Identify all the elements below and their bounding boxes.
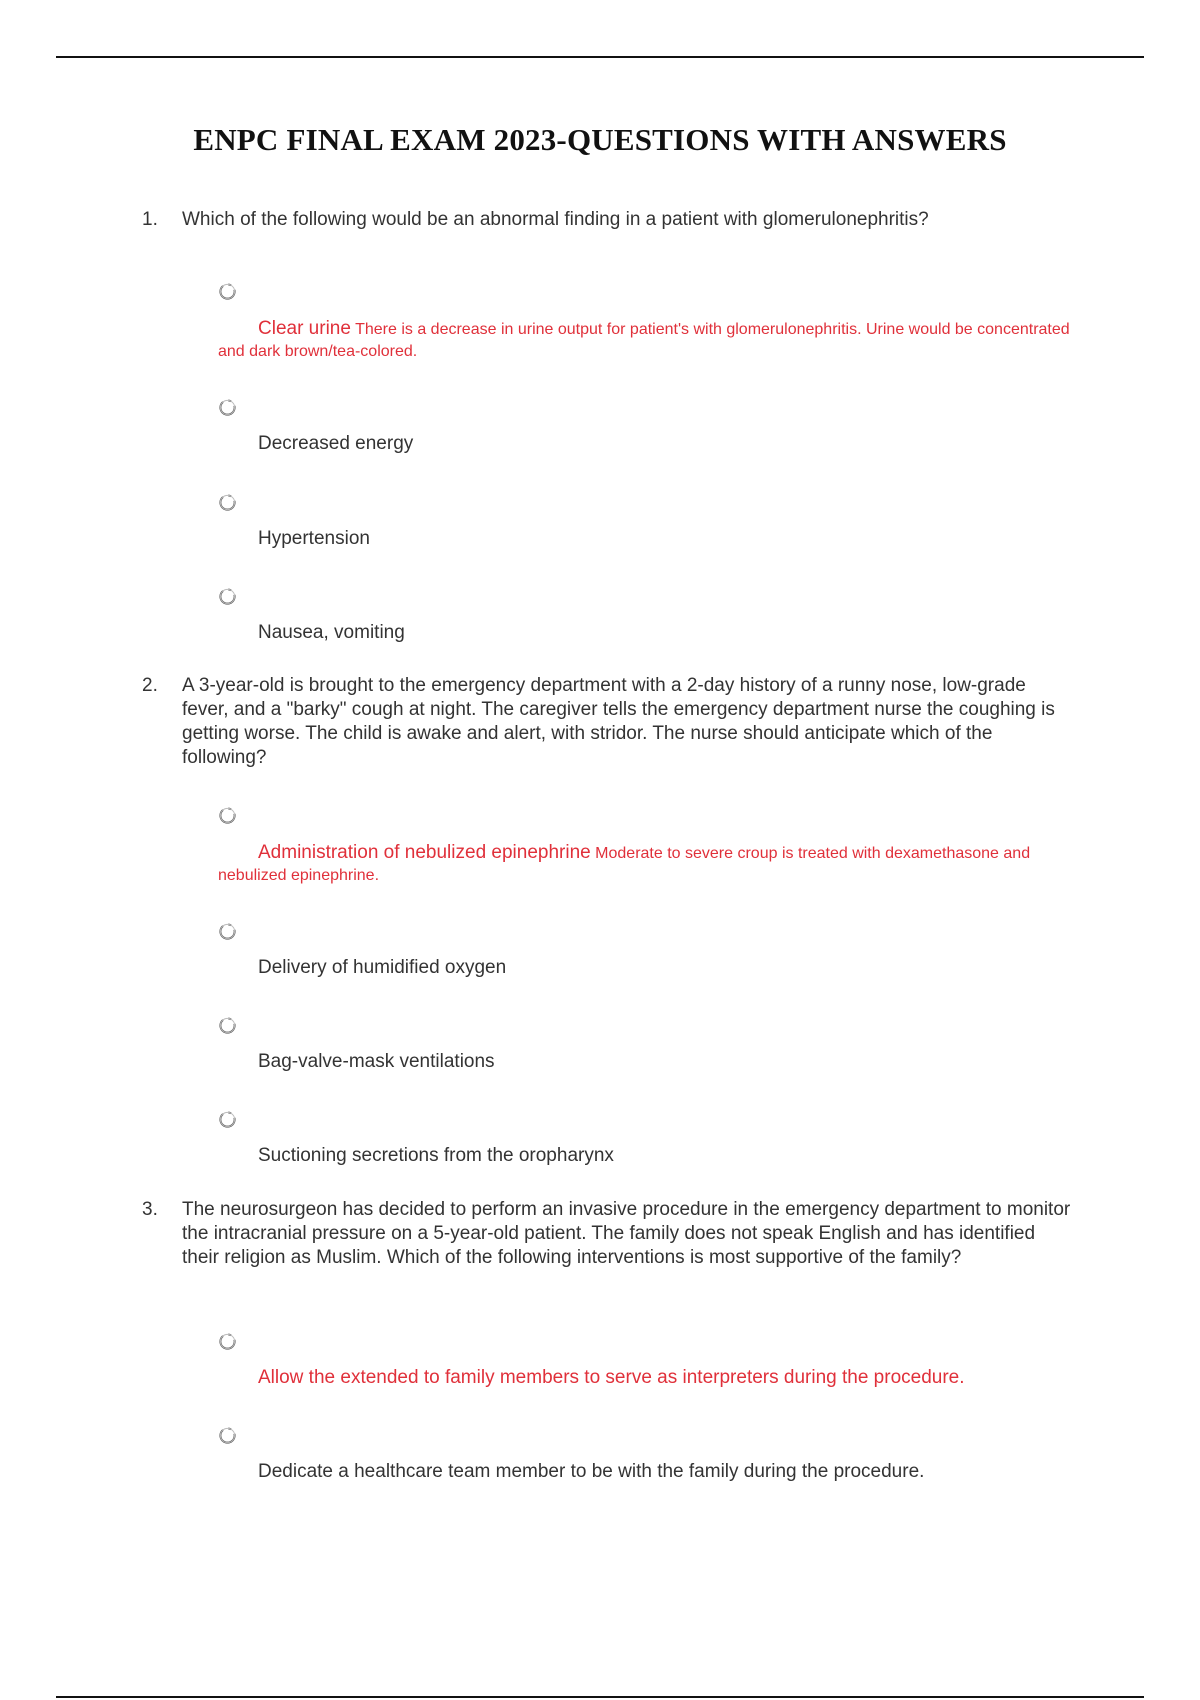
answer-with-rationale: [218, 842, 1078, 887]
option[interactable]: [218, 587, 1078, 643]
option[interactable]: [218, 493, 1078, 549]
question-number: 1.: [142, 209, 158, 230]
option[interactable]: [218, 398, 1078, 454]
question-number: 2.: [142, 675, 158, 696]
option[interactable]: [218, 1426, 1078, 1482]
question-1: [142, 208, 1072, 232]
answer-with-rationale: [218, 318, 1078, 363]
question-text: The neurosurgeon has decided to perform an invasive procedure in the emergency department to monitor the intracranial pressure on a 5-year-old patient. The family does not speak English and has identified their religion as Muslim. Which of the following interventions is most supportive of the family?: [182, 1199, 1071, 1268]
radio-icon[interactable]: [218, 1110, 237, 1129]
question-number: 3.: [142, 1199, 158, 1220]
option-label: Hypertension: [258, 528, 370, 549]
radio-icon[interactable]: [218, 282, 237, 301]
option-label: Suctioning secretions from the oropharynx: [258, 1145, 614, 1166]
option-label: Decreased energy: [258, 433, 414, 454]
bottom-rule: [56, 1696, 1144, 1698]
question-3: [142, 1198, 1072, 1270]
answer-label: Allow the extended to family members to serve as interpreters during the procedure.: [258, 1367, 965, 1388]
option-label: Delivery of humidified oxygen: [258, 957, 507, 978]
option[interactable]: [218, 1016, 1078, 1072]
option-correct[interactable]: [218, 282, 1078, 360]
option-correct[interactable]: [218, 806, 1078, 884]
top-rule: [56, 56, 1144, 58]
option-correct[interactable]: [218, 1332, 1078, 1388]
option-label: Nausea, vomiting: [258, 622, 405, 643]
option-label: Bag-valve-mask ventilations: [258, 1051, 495, 1072]
option-label: Dedicate a healthcare team member to be with the family during the procedure.: [258, 1461, 925, 1482]
answer-label: Administration of nebulized epinephrine: [258, 842, 591, 863]
radio-icon[interactable]: [218, 398, 237, 417]
document-title: ENPC FINAL EXAM 2023-QUESTIONS WITH ANSWERS: [193, 122, 1007, 157]
answer-rationale: Moderate to severe croup is treated with dexamethasone and nebulized epinephrine.: [218, 845, 1031, 884]
radio-icon[interactable]: [218, 1332, 237, 1351]
question-text: Which of the following would be an abnormal finding in a patient with glomerulonephritis?: [182, 209, 929, 230]
answer-rationale: There is a decrease in urine output for patient's with glomerulonephritis. Urine would be concentrated and dark brown/tea-colored.: [218, 321, 1070, 360]
radio-icon[interactable]: [218, 493, 237, 512]
option[interactable]: [218, 922, 1078, 978]
radio-icon[interactable]: [218, 1426, 237, 1445]
radio-icon[interactable]: [218, 806, 237, 825]
answer-label: Clear urine: [258, 318, 351, 339]
radio-icon[interactable]: [218, 1016, 237, 1035]
radio-icon[interactable]: [218, 922, 237, 941]
question-text: A 3-year-old is brought to the emergency department with a 2-day history of a runny nose, low-grade fever, and a "barky" cough at night. The caregiver tells the emergency department nurse the coughing is getting worse. The child is awake and alert, with stridor. The nurse should anticipate which of the following?: [182, 675, 1055, 768]
radio-icon[interactable]: [218, 587, 237, 606]
option[interactable]: [218, 1110, 1078, 1166]
question-2: [142, 674, 1072, 770]
